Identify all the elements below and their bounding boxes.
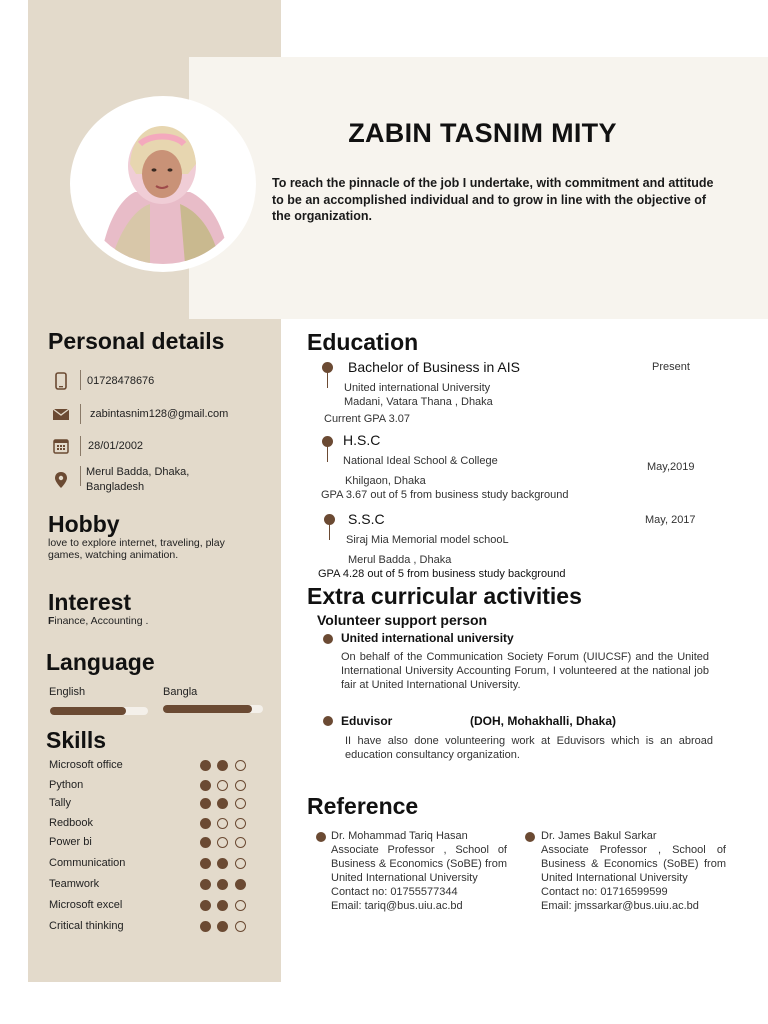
activity-description: On behalf of the Communication Society Forum (UIUCSF) and the United International University Accounting Forum, I volunteered at the national job fair at United International University.: [341, 651, 709, 691]
personal-details-heading: Personal details: [48, 328, 225, 354]
education-location: Khilgaon, Dhaka: [345, 475, 426, 487]
language-name-english: English: [49, 686, 86, 698]
skill-dot-filled: [217, 879, 228, 890]
phone-icon: [52, 372, 70, 390]
career-objective: To reach the pinnacle of the job I undertake, with commitment and attitude to be an accomplished individual and to grow in line with the objective of the organization.: [272, 176, 714, 223]
activity-org: United international university: [341, 631, 514, 645]
education-title: H.S.C: [343, 432, 381, 448]
address-line-1: Merul Badda, Dhaka,: [86, 466, 190, 478]
hobby-heading: Hobby: [48, 511, 120, 537]
skill-dot-filled: [200, 798, 211, 809]
bullet: [323, 716, 333, 726]
address-line-2: Bangladesh: [86, 481, 145, 493]
volunteer-subheading: Volunteer support person: [317, 612, 488, 628]
location-pin-icon: [52, 471, 70, 489]
skill-dot-empty: [235, 760, 246, 771]
skill-dot-filled: [200, 879, 211, 890]
education-heading: Education: [307, 329, 419, 355]
education-gpa: GPA 4.28 out of 5 from business study background: [318, 568, 566, 580]
skill-dot-filled: [217, 858, 228, 869]
skill-dot-empty: [235, 837, 246, 848]
profile-photo: [80, 104, 246, 264]
reference-name: Dr. James Bakul Sarkar: [541, 830, 657, 842]
reference-contact: Contact no: 01716599599: [541, 886, 668, 898]
skill-dot-empty: [235, 900, 246, 911]
skill-name: Teamwork: [49, 878, 100, 890]
skill-name: Microsoft office: [49, 759, 123, 771]
skill-dot-filled: [200, 780, 211, 791]
language-name-bangla: Bangla: [163, 686, 198, 698]
education-date: May,2019: [647, 461, 695, 473]
skill-dot-empty: [235, 780, 246, 791]
email-address: zabintasnim128@gmail.com: [90, 408, 229, 420]
skill-dot-empty: [235, 798, 246, 809]
skill-dot-empty: [235, 921, 246, 932]
activity-location: (DOH, Mohakhalli, Dhaka): [470, 714, 617, 728]
skills-heading: Skills: [46, 727, 107, 753]
education-date: May, 2017: [645, 514, 696, 526]
candidate-name: ZABIN TASNIM MITY: [348, 118, 617, 148]
skill-name: Critical thinking: [49, 920, 124, 932]
language-level-english: [50, 707, 126, 715]
divider: [80, 404, 81, 424]
reference-card-1: [331, 829, 507, 913]
education-date: Present: [652, 361, 690, 373]
language-heading: Language: [46, 649, 155, 675]
skill-name: Microsoft excel: [49, 899, 123, 911]
reference-email: Email: tariq@bus.uiu.ac.bd: [331, 900, 463, 912]
timeline-line: [329, 524, 330, 540]
phone-number: 01728478676: [87, 375, 155, 387]
skill-name: Redbook: [49, 817, 94, 829]
language-level-bangla: [163, 705, 252, 713]
skill-dot-filled: [235, 879, 246, 890]
reference-contact: Contact no: 01755577344: [331, 886, 458, 898]
education-gpa: GPA 3.67 out of 5 from business study background: [321, 489, 569, 501]
education-gpa: Current GPA 3.07: [324, 413, 411, 425]
bullet: [323, 634, 333, 644]
activity-org: Eduvisor: [341, 714, 393, 728]
divider: [80, 436, 81, 456]
skill-dot-filled: [200, 818, 211, 829]
education-institution: United international University: [344, 382, 491, 394]
skill-dot-filled: [217, 900, 228, 911]
interest-text: Finance, Accounting .: [48, 615, 149, 627]
calendar-icon: [52, 437, 70, 455]
skill-dot-filled: [217, 760, 228, 771]
skill-name: Tally: [49, 797, 72, 809]
skill-name: Power bi: [49, 836, 92, 848]
education-institution: National Ideal School & College: [343, 455, 498, 467]
skill-dot-filled: [217, 798, 228, 809]
skill-dot-empty: [235, 818, 246, 829]
extra-curricular-heading: Extra curricular activities: [307, 583, 582, 609]
skill-dot-empty: [235, 858, 246, 869]
email-icon: [52, 405, 70, 423]
skill-dot-filled: [217, 921, 228, 932]
interest-heading: Interest: [48, 589, 132, 615]
reference-detail: Associate Professor , School of Business & Economics (SoBE) from United International University: [331, 844, 507, 884]
hobby-text-1: love to explore internet, traveling, play: [48, 537, 225, 549]
divider: [80, 370, 81, 390]
education-title: S.S.C: [348, 511, 385, 527]
skill-dot-filled: [200, 837, 211, 848]
timeline-line: [327, 372, 328, 388]
bullet: [525, 832, 535, 842]
skill-dot-empty: [217, 837, 228, 848]
skill-dot-filled: [200, 900, 211, 911]
education-institution: Siraj Mia Memorial model schooL: [346, 534, 509, 546]
divider: [80, 466, 81, 486]
reference-detail: Associate Professor , School of Business & Economics (SoBE) from United International University: [541, 844, 726, 884]
date-of-birth: 28/01/2002: [88, 440, 144, 452]
skill-name: Communication: [49, 857, 126, 869]
reference-name: Dr. Mohammad Tariq Hasan: [331, 830, 468, 842]
reference-card-2: [541, 829, 726, 913]
education-title: Bachelor of Business in AIS: [348, 359, 520, 375]
skill-dot-empty: [217, 818, 228, 829]
reference-email: Email: jmssarkar@bus.uiu.ac.bd: [541, 900, 699, 912]
skill-name: Python: [49, 779, 84, 791]
skill-dot-filled: [200, 921, 211, 932]
skill-dot-filled: [200, 858, 211, 869]
education-location: Madani, Vatara Thana , Dhaka: [344, 396, 493, 408]
hobby-text-2: games, watching animation.: [48, 549, 179, 561]
skill-dot-filled: [200, 760, 211, 771]
skill-dot-empty: [217, 780, 228, 791]
activity-description: II have also done volunteering work at Eduvisors which is an abroad education consultancy organization.: [345, 735, 713, 761]
bullet: [316, 832, 326, 842]
timeline-line: [327, 446, 328, 462]
reference-heading: Reference: [307, 793, 419, 819]
language-bar-bangla: [163, 705, 263, 713]
language-bar-english: [50, 707, 148, 715]
education-location: Merul Badda , Dhaka: [348, 554, 452, 566]
